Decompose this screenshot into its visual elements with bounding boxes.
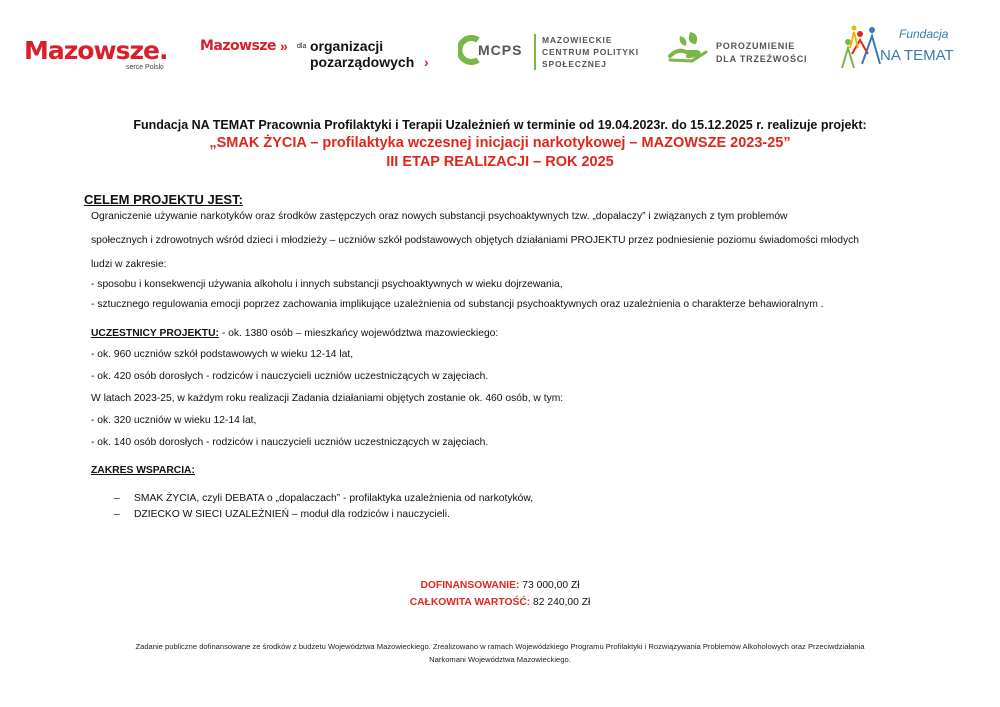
mcps-divider: [534, 34, 536, 70]
mazowsze-ngo-dla: dla: [297, 43, 307, 50]
participants-line: - ok. 960 uczniów szkół podstawowych w wieku 12-14 lat,: [91, 349, 354, 360]
footer-line: Narkomani Województwa Mazowieckiego.: [429, 655, 571, 664]
goal-line: ludzi w zakresie:: [91, 259, 167, 270]
participants-line: - ok. 320 uczniów w wieku 12-14 lat,: [91, 415, 257, 426]
logo-bar: [0, 0, 1000, 90]
cofinancing-line: [0, 580, 1000, 591]
helping-hand-icon: [668, 30, 708, 64]
participants-summary: - ok. 1380 osób – mieszkańcy województwa mazowieckiego:: [218, 328, 499, 339]
porozumienie-line: DLA TRZEŹWOŚCI: [716, 54, 808, 64]
total-value-line: [0, 597, 1000, 608]
mcps-logo-word: MCPS: [478, 42, 523, 58]
mcps-line: MAZOWIECKIE: [542, 35, 613, 45]
bullet-dash: –: [114, 509, 120, 520]
bullet-dash: –: [114, 493, 120, 504]
mazowsze-ngo-word: Mazowsze: [200, 38, 277, 54]
participants-line: W latach 2023-25, w każdym roku realizacji Zadania działaniami objętych zostanie ok. 460 osób, w tym:: [91, 393, 564, 404]
project-title: „SMAK ŻYCIA – profilaktyka wczesnej inicjacji narkotykowej – MAZOWSZE 2023-25”: [209, 135, 791, 151]
goal-line: społecznych i zdrowotnych wśród dzieci i młodzieży – uczniów szkół podstawowych objętych działaniami PROJEKTU przez podniesienie poziomu świadomości młodych: [91, 235, 860, 246]
total-value: 82 240,00 Zł: [530, 597, 591, 608]
mazowsze-ngo-line2: pozarządowych: [310, 54, 415, 70]
fundacja-logo-line2: NA TEMAT: [880, 47, 954, 64]
project-stage: III ETAP REALIZACJI – ROK 2025: [386, 154, 614, 170]
mazowsze-logo-subtitle: serce Polski: [126, 64, 164, 71]
intro-text: Fundacja NA TEMAT Pracownia Profilaktyki i Terapii Uzależnień w terminie od 19.04.2023r. do 15.12.2025 r. realizuje projekt:: [133, 118, 867, 132]
participants-line: - ok. 140 osób dorosłych - rodziców i nauczycieli uczniów uczestniczących w zajęciach.: [91, 437, 489, 448]
mazowsze-ngo-line1: organizacji: [310, 38, 384, 54]
goal-heading: CELEM PROJEKTU JEST:: [84, 192, 243, 207]
porozumienie-logo-text: [716, 40, 807, 66]
cofinancing-value: 73 000,00 Zł: [519, 580, 580, 591]
mazowsze-logo-word: Mazowsze.: [24, 36, 168, 65]
support-item: DZIECKO W SIECI UZALEŻNIEŃ – moduł dla rodziców i nauczycieli.: [134, 509, 450, 520]
support-item: SMAK ŻYCIA, czyli DEBATA o „dopalaczach” - profilaktyka uzależnienia od narkotyków,: [134, 493, 534, 504]
fundacja-logo-line1: Fundacja: [899, 27, 949, 41]
mazowsze-ngo-arrow2: ›: [424, 54, 429, 70]
participants-first-line: [91, 328, 498, 339]
mcps-line: SPOŁECZNEJ: [542, 59, 607, 69]
people-figures-icon: [840, 24, 882, 70]
mcps-logo-text: [542, 34, 639, 70]
porozumienie-line: POROZUMIENIE: [716, 41, 796, 51]
goal-line: Ograniczenie używanie narkotyków oraz środków zastępczych oraz nowych substancji psychoaktywnych tzw. „dopalaczy” i związanych z tym problemów: [91, 211, 788, 222]
goal-line: - sztucznego regulowania emocji poprzez zachowania implikujące uzależnienia od substancji psychoaktywnych oraz uzależnienia o charakterze behawioralnym .: [91, 299, 824, 310]
support-heading: ZAKRES WSPARCIA:: [91, 465, 195, 476]
goal-line: - sposobu i konsekwencji używania alkoholu i innych substancji psychoaktywnych w wieku dojrzewania,: [91, 279, 563, 290]
mazowsze-ngo-arrow: »: [280, 38, 288, 54]
participants-line: - ok. 420 osób dorosłych - rodziców i nauczycieli uczniów uczestniczących w zajęciach.: [91, 371, 489, 382]
footer-line: Zadanie publiczne dofinansowane ze środków z budżetu Województwa Mazowieckiego. Zrealizowano w ramach Wojewódzkiego Programu Profilaktyki i Rozwiązywania Problemów Alkoholowych oraz Przeciwdziałania: [135, 642, 865, 651]
participants-label: UCZESTNICY PROJEKTU:: [91, 328, 219, 339]
total-value-label: CAŁKOWITA WARTOŚĆ:: [409, 597, 531, 608]
mcps-line: CENTRUM POLITYKI: [542, 47, 639, 57]
cofinancing-label: DOFINANSOWANIE:: [420, 580, 520, 591]
